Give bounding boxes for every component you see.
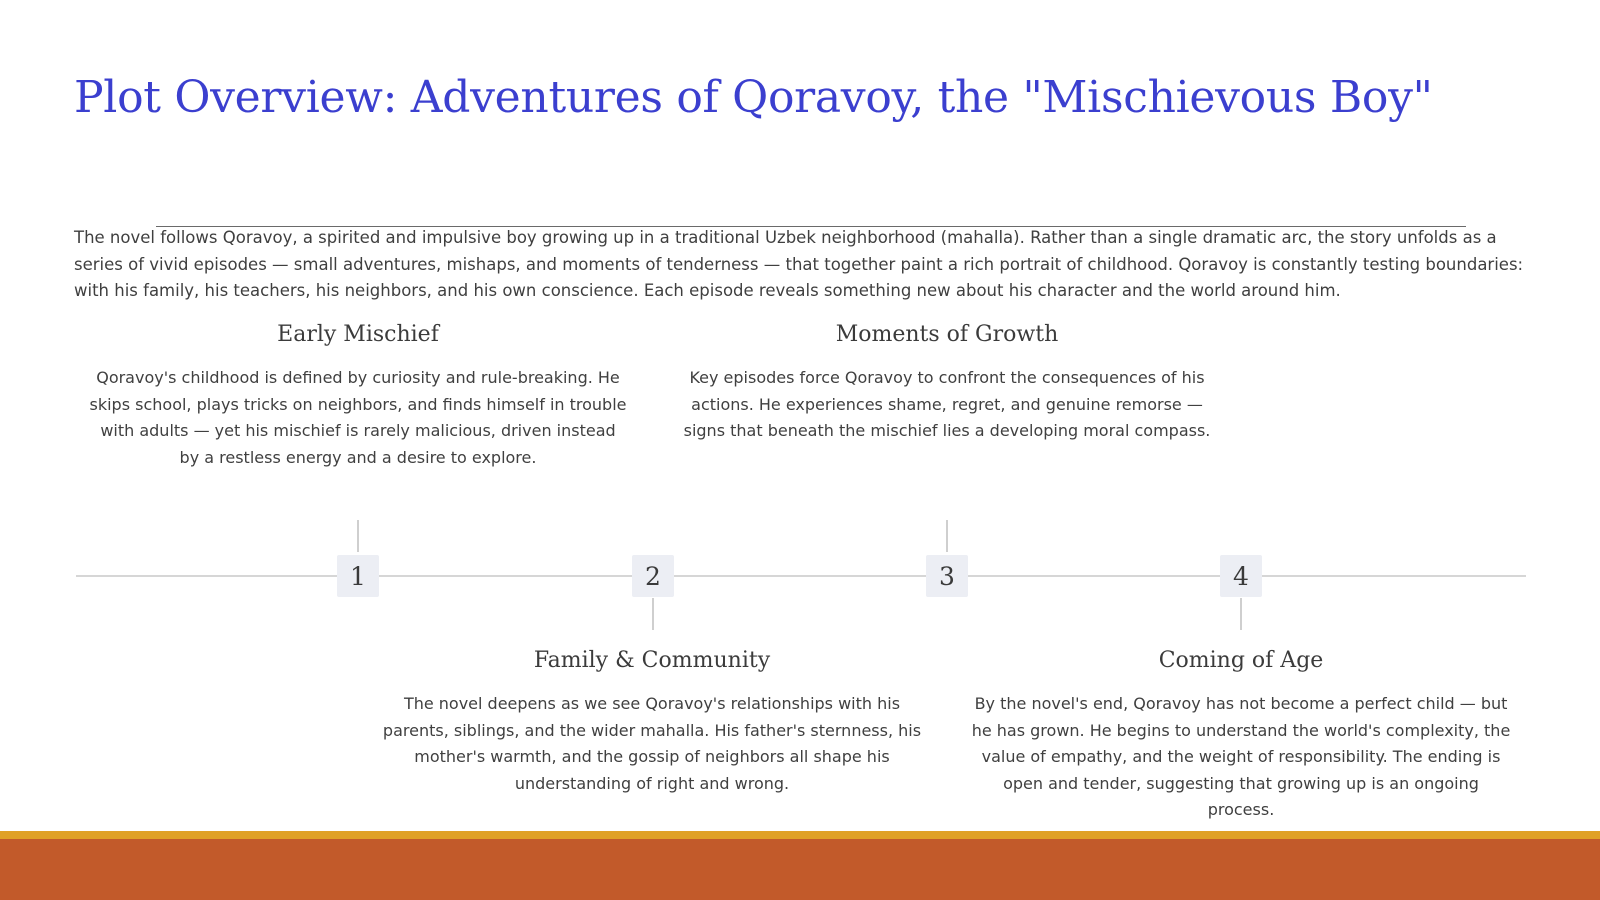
phase-3-title: Moments of Growth: [835, 322, 1059, 347]
timeline-line: [76, 575, 1526, 577]
phase-1-marker: 1: [337, 555, 379, 597]
intro-paragraph: The novel follows Qoravoy, a spirited and impulsive boy growing up in a traditional Uzbek neighborhood (mahalla). Rather than a single dramatic arc, the story unfolds as a series of vivid episodes — small adventures, mishaps, and moments of tenderness — that together paint a rich portrait of childhood. Qoravoy is constantly testing boundaries: with his family, his teachers, his neighbors, and his own conscience. Each episode reveals something new about his character and the world around him.: [74, 228, 1524, 300]
slide-title: Plot Overview: Adventures of Qoravoy, the "Mischievous Boy": [74, 72, 1433, 123]
phase-1-description: Qoravoy's childhood is defined by curiosity and rule-breaking. He skips school, plays tricks on neighbors, and finds himself in trouble with adults — yet his mischief is rarely malicious, driven instead by a restless energy and a desire to explore.: [89, 368, 627, 467]
phase-4-description: By the novel's end, Qoravoy has not become a perfect child — but he has grown. He begins to understand the world's complexity, the value of empathy, and the weight of responsibility. The ending is open and tender, suggesting that growing up is an ongoing process.: [971, 694, 1511, 819]
phase-2-description: The novel deepens as we see Qoravoy's relationships with his parents, siblings, and the wider mahalla. His father's sternness, his mother's warmth, and the gossip of neighbors all shape his understanding of right and wrong.: [382, 694, 922, 793]
phase-1-title: Early Mischief: [277, 322, 439, 347]
phase-4-title: Coming of Age: [1158, 648, 1324, 673]
phase-4-marker: 4: [1220, 555, 1262, 597]
phase-2-title: Family & Community: [533, 648, 771, 673]
phase-2-marker: 2: [632, 555, 674, 597]
phase-1-connector: [357, 520, 359, 552]
phase-3-description: Key episodes force Qoravoy to confront the consequences of his actions. He experiences shame, regret, and genuine remorse — signs that beneath the mischief lies a developing moral compass.: [683, 368, 1211, 440]
footer-band: [0, 839, 1600, 900]
phase-3-marker: 3: [926, 555, 968, 597]
phase-3-connector: [946, 520, 948, 552]
phase-2-connector: [652, 598, 654, 630]
phase-4-connector: [1240, 598, 1242, 630]
footer-accent-stripe: [0, 831, 1600, 839]
